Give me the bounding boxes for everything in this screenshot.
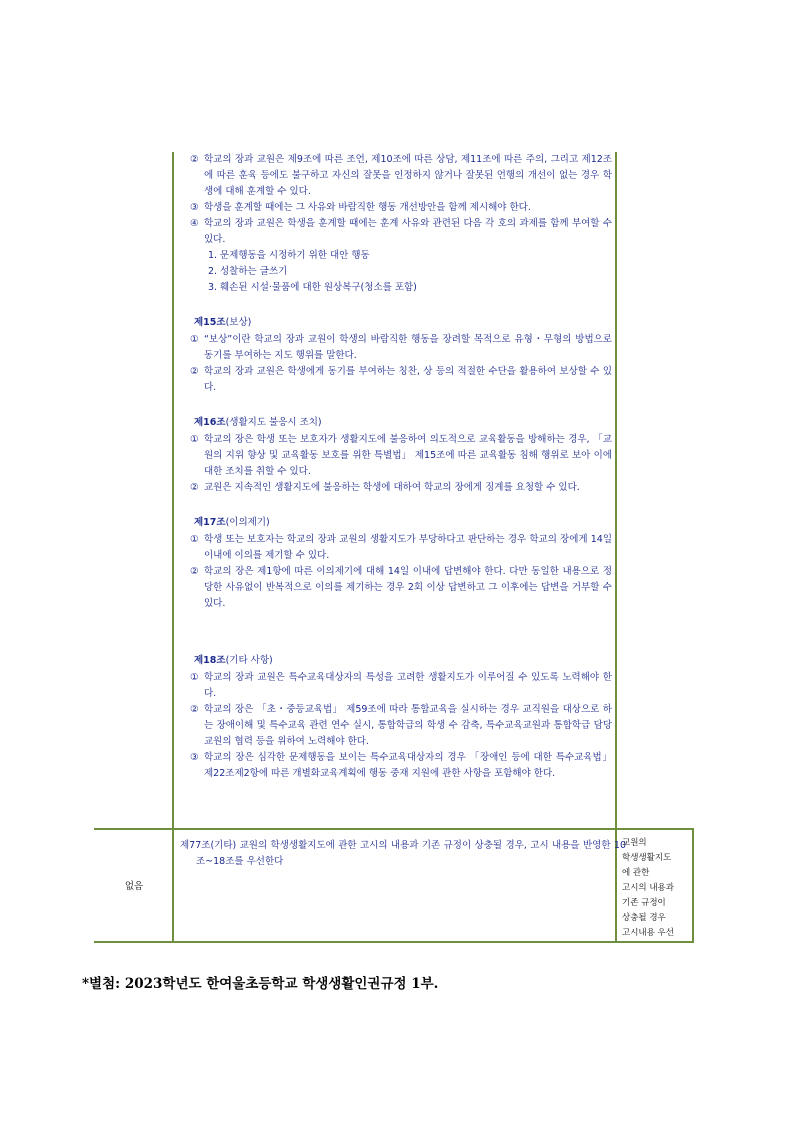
article-14-continued — [176, 152, 616, 296]
article-subitem: 3. 훼손된 시설·물품에 대한 원상복구(청소를 포함) — [208, 282, 417, 293]
article-heading: 제15조(보상) — [194, 317, 252, 328]
reason-cell — [622, 836, 692, 941]
article-item: ③ 학교의 장은 심각한 문제행동을 보이는 특수교육대상자의 경우 「장애인 등에 대한 특수교육법」 제22조제2항에 따른 개별화교육계획에 행동 중재 지원에 관한 사항을 포함해야 한다. — [190, 752, 612, 779]
article-item: ① “보상”이란 학교의 장과 교원이 학생의 바람직한 행동을 장려할 목적으로 유형・무형의 방법으로 동기를 부여하는 지도 행위를 말한다. — [190, 334, 612, 361]
article-item: ② 학교의 장은 제1항에 따른 이의제기에 대해 14일 이내에 답변해야 한다. 다만 동일한 내용으로 정당한 사유없이 반복적으로 이의를 제기하는 경우 2회 이상 답변하고 그 이후에는 답변을 거부할 수 있다. — [190, 566, 612, 609]
article-item: ④ 학교의 장과 교원은 학생을 훈계할 때에는 훈계 사유와 관련된 다음 각 호의 과제를 함께 부여할 수 있다. — [190, 218, 612, 245]
article-15 — [176, 314, 616, 396]
article-item: ③ 학생을 훈계할 때에는 그 사유와 바람직한 행동 개선방안을 함께 제시해야 한다. — [190, 202, 531, 213]
reason-line: 고시내용 우선 — [622, 928, 674, 938]
reason-line: 교원의 — [622, 838, 647, 848]
attachment-note: *별첨: 2023학년도 한여울초등학교 학생생활인권규정 1부. — [82, 976, 439, 992]
article-subitem: 2. 성찰하는 글쓰기 — [208, 266, 288, 277]
reason-line: 고시의 내용과 — [622, 883, 674, 893]
article-18 — [176, 652, 616, 782]
article-heading: 제16조(생활지도 불응시 조치) — [194, 417, 322, 428]
reason-line: 상충될 경우 — [622, 913, 666, 923]
table-border-left-inner — [172, 152, 174, 942]
reason-line: 학생생활지도 — [622, 853, 672, 863]
reason-line: 기존 규정이 — [622, 898, 666, 908]
article-heading: 제18조(기타 사항) — [194, 655, 273, 666]
article-item: ② 학교의 장은 「초・중등교육법」 제59조에 따라 통합교육을 실시하는 경우 교직원을 대상으로 하는 장애이해 및 특수교육 관련 연수 실시, 통합학급의 학생 수 감축, 특수교육교원과 통합학급 담당 교원의 협력 등을 위하여 노력해야 한다. — [190, 704, 612, 747]
before-regulation-cell: 없음 — [124, 881, 144, 892]
regulation-content-cell — [176, 152, 616, 782]
table-border-right-outer — [692, 828, 694, 942]
article-17 — [176, 514, 616, 612]
article-item: ① 학교의 장과 교원은 특수교육대상자의 특성을 고려한 생활지도가 이루어질 수 있도록 노력해야 한다. — [190, 672, 612, 699]
article-item: ① 학생 또는 보호자는 학교의 장과 교원의 생활지도가 부당하다고 판단하는 경우 학교의 장에게 14일 이내에 이의를 제기할 수 있다. — [190, 534, 612, 561]
article-heading: 제17조(이의제기) — [194, 517, 270, 528]
article-item: ② 교원은 지속적인 생활지도에 불응하는 학생에 대하여 학교의 장에게 징계를 요청할 수 있다. — [190, 482, 580, 493]
article-subitem: 1. 문제행동을 시정하기 위한 대안 행동 — [208, 250, 370, 261]
article-item: ① 학교의 장은 학생 또는 보호자가 생활지도에 불응하여 의도적으로 교육활동을 방해하는 경우, 「교원의 지위 향상 및 교육활동 보호를 위한 특별법」 제15조에 따른 교육활동 침해 행위로 보아 이에 대한 조치를 취할 수 있다. — [190, 434, 612, 477]
article-16 — [176, 414, 616, 496]
after-regulation-cell: 제77조(기타) 교원의 학생생활지도에 관한 고시의 내용과 기존 규정이 상충될 경우, 고시 내용을 반영한 10조~18조를 우선한다 — [180, 840, 626, 867]
table-row-divider — [94, 828, 694, 830]
article-item: ② 학교의 장과 교원은 제9조에 따른 조언, 제10조에 따른 상담, 제11조에 따른 주의, 그리고 제12조에 따른 훈육 등에도 불구하고 자신의 잘못을 인정하지 않거나 잘못된 언행의 개선이 없는 경우 학생에 대해 훈계할 수 있다. — [190, 154, 612, 197]
article-item: ② 학교의 장과 교원은 학생에게 동기를 부여하는 칭찬, 상 등의 적절한 수단을 활용하여 보상할 수 있다. — [190, 366, 612, 393]
reason-line: 에 관한 — [622, 868, 650, 878]
table-bottom-border — [94, 941, 694, 943]
